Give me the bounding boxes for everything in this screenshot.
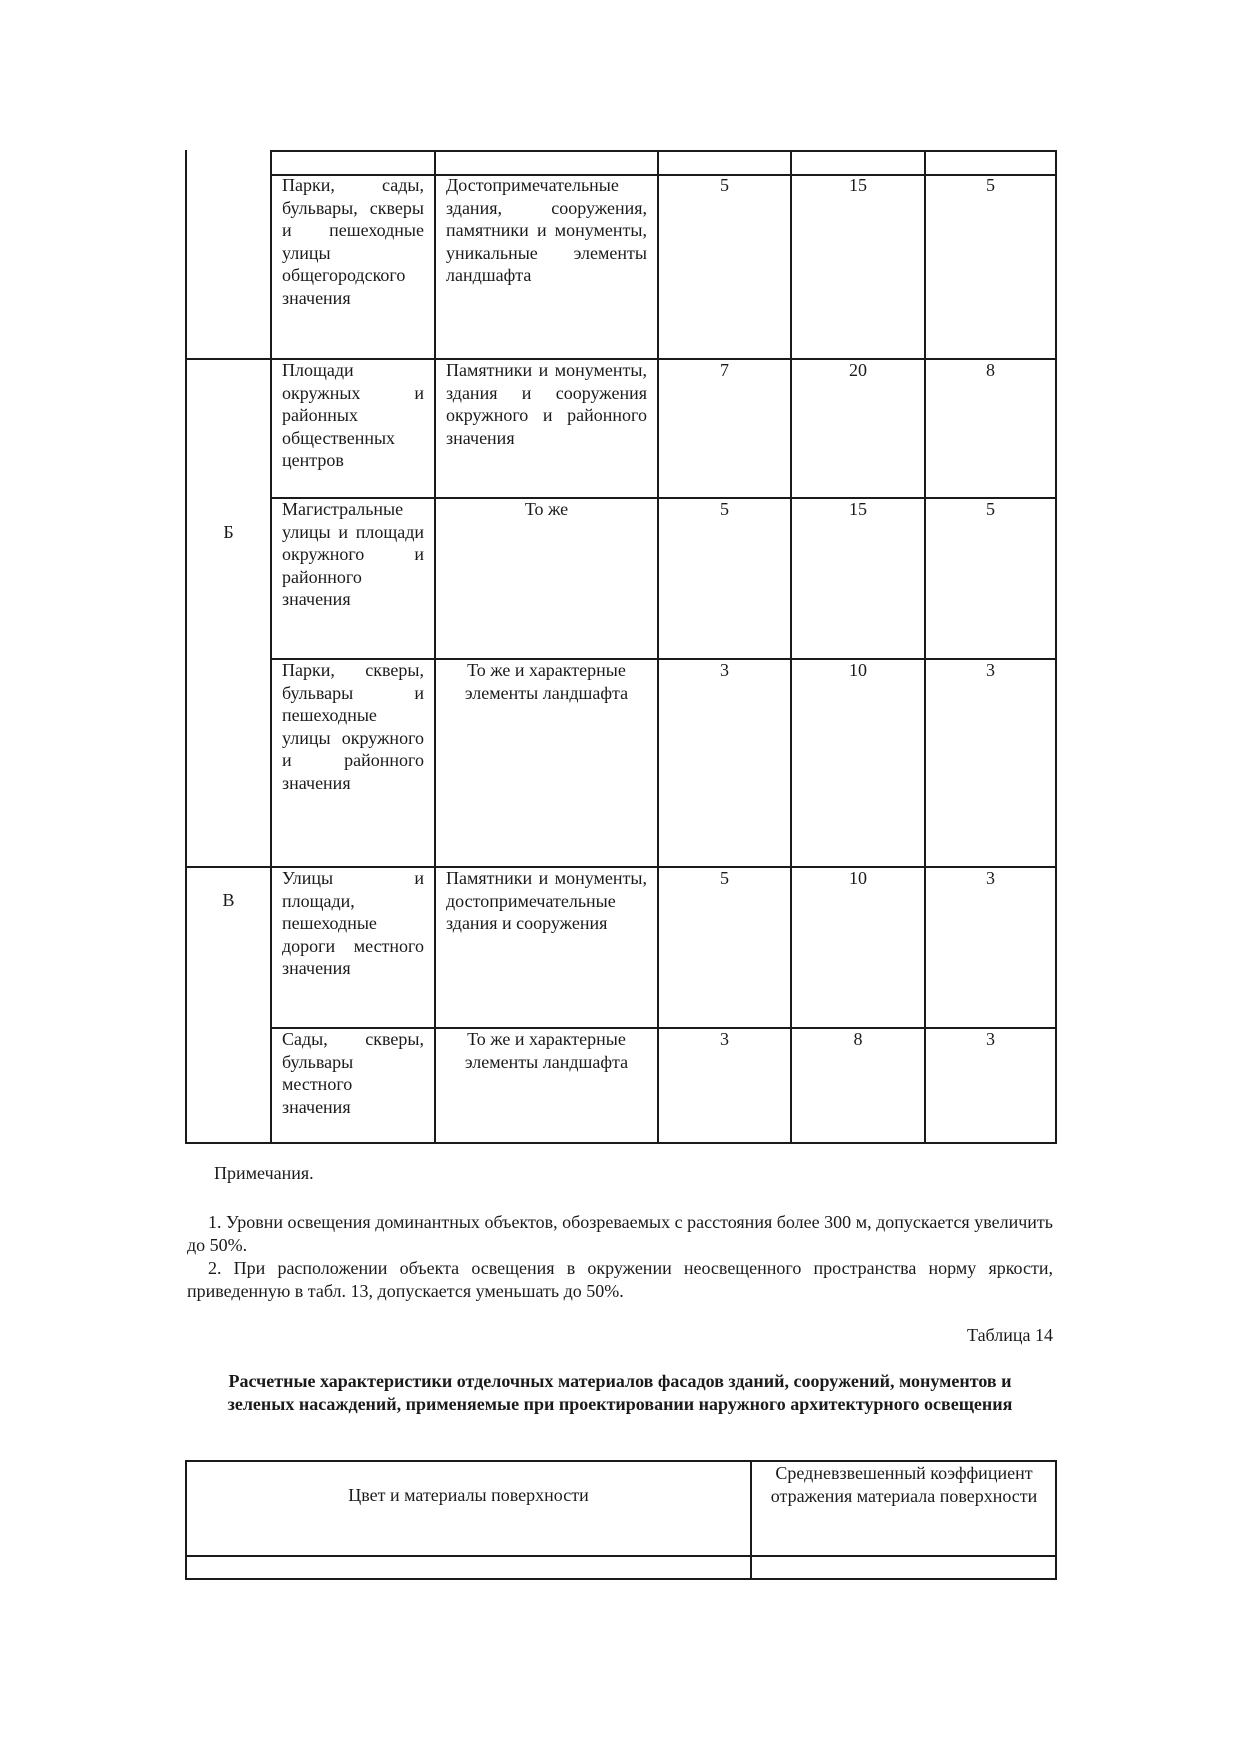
table-cell-value: 5: [720, 499, 729, 519]
table-cell-value: 8: [853, 1029, 863, 1049]
table-border: [185, 1555, 1057, 1557]
table-cell-street: Улицы и площади, пешеходные дороги местного значения: [282, 868, 424, 979]
table-cell-value: 20: [849, 360, 867, 380]
note-item: 2. При расположении объекта освещения в окружении неосвещенного пространства норму яркости, приведенную в табл. 13, допускается уменьшать до 50%.: [187, 1258, 1053, 1301]
table-cell-street: Площади окружных и районных общественных центров: [282, 360, 424, 471]
table-cell-value: 3: [986, 660, 995, 680]
table-cell-value: 8: [986, 360, 995, 380]
table-cell-value: 15: [849, 499, 867, 519]
table-border: [185, 150, 187, 1144]
table-cell-value: 7: [720, 360, 729, 380]
table-cell-value: 3: [720, 1029, 729, 1049]
column-header: Средневзвешенный коэффициент отражения материала поверхности: [770, 1463, 1038, 1506]
table-cell-value: 5: [720, 868, 729, 888]
table-cell-value: 3: [986, 1029, 995, 1049]
table-border: [271, 150, 1057, 152]
table-cell-objects: Достопримечательные здания, сооружения, памятники и монументы, уникальные элементы ландшафта: [446, 175, 647, 286]
table-cell-objects: То же и характерные элементы ландшафта: [464, 1029, 629, 1072]
table-cell-value: 5: [986, 175, 995, 195]
table-cell-value: 3: [720, 660, 729, 680]
notes-heading: Примечания.: [214, 1163, 314, 1183]
table-cell-objects: То же и характерные элементы ландшафта: [464, 660, 629, 703]
table-border: [434, 150, 436, 1144]
table-cell-street: Парки, сады, бульвары, скверы и пешеходные улицы общегородского значения: [282, 175, 424, 308]
table-cell-street: Магистральные улицы и площади окружного и районного значения: [282, 499, 424, 610]
table-cell-objects: Памятники и монументы, достопримечательные здания и сооружения: [446, 868, 647, 934]
table-border: [185, 1578, 1057, 1580]
table-border: [657, 150, 659, 1144]
table-cell-value: 5: [720, 175, 729, 195]
table-border: [185, 1460, 187, 1580]
table-cell-street: Сады, скверы, бульвары местного значения: [282, 1029, 424, 1117]
table-border: [790, 150, 792, 1144]
table-border: [1055, 1460, 1057, 1580]
table-cell-value: 3: [986, 868, 995, 888]
table-border: [270, 150, 272, 1144]
table-title: Расчетные характеристики отделочных материалов фасадов зданий, сооружений, монументов и зеленых насаждений, применяемые при проектировании наружного архитектурного освещения: [227, 1371, 1013, 1414]
table-label: Таблица 14: [967, 1325, 1053, 1345]
column-header: Цвет и материалы поверхности: [348, 1485, 589, 1505]
table-cell-objects: То же: [524, 499, 569, 519]
table-cell-objects: Памятники и монументы, здания и сооружения окружного и районного значения: [446, 360, 647, 448]
table-cell-street: Парки, скверы, бульвары и пешеходные улицы окружного и районного значения: [282, 660, 424, 793]
table-cell-value: 5: [986, 499, 995, 519]
table-border: [750, 1460, 752, 1580]
table-cell-value: 15: [849, 175, 867, 195]
table-border: [1055, 150, 1057, 1144]
table-border: [924, 150, 926, 1144]
table-cell-group: Б: [223, 522, 234, 542]
table-cell-group: В: [222, 890, 235, 910]
table-border: [186, 1142, 1057, 1144]
table-cell-value: 10: [849, 660, 867, 680]
table-cell-value: 10: [849, 868, 867, 888]
note-item: 1. Уровни освещения доминантных объектов, обозреваемых с расстояния более 300 м, допускается увеличить до 50%.: [187, 1212, 1053, 1255]
